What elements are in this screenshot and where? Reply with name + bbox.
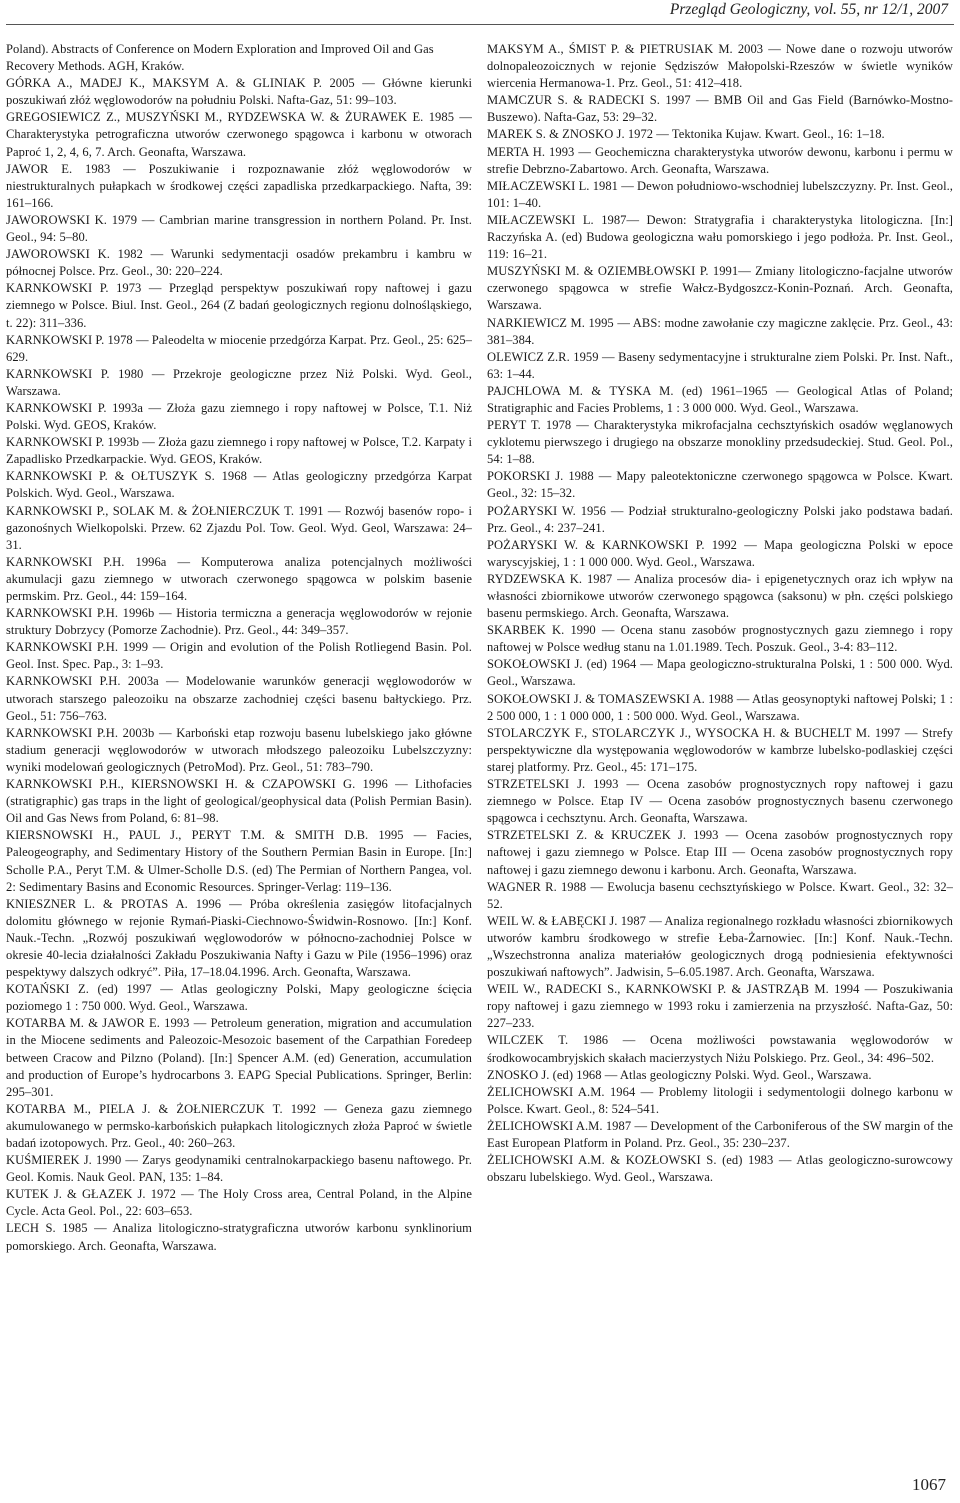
reference-entry: ŻELICHOWSKI A.M. 1964 — Problemy litologii i sedymentologii dolnego karbonu w Polsce. Kwart. Geol., 8: 524–541.: [487, 1084, 953, 1116]
reference-entry: KNIESZNER L. & PROTAS A. 1996 — Próba określenia zasięgów litofacjalnych dolomitu głównego w rejonie Rymań-Piaski-Ciechnowo-Świdwin-Rosnowo. [In:] Konf. Nauk.-Techn. „Rozwój poszukiwań węglowodorów w północno-zachodniej Polsce w okresie 40-lecia działalności Zakładu Poszukiwania Nafty i Gazu w Pile (1956–1996) oraz pespektywy dalszych odkryć”. Piła, 17–18.04.1996. Arch. Geonafta, Warszawa.: [6, 896, 472, 980]
reference-entry: KARNKOWSKI P.H. 1996b — Historia termiczna a generacja węglowodorów w rejonie struktury Dobrzycy (Pomorze Zachodnie). Prz. Geol., 44: 349–357.: [6, 606, 472, 638]
reference-entry: POŻARYSKI W. 1956 — Podział strukturalno-geologiczny Polski jako podstawa badań. Prz. Geol., 4: 237–241.: [487, 503, 953, 535]
page-header: [0, 0, 960, 26]
reference-entry: ŻELICHOWSKI A.M. 1987 — Development of the Carboniferous of the SW margin of the East European Platform in Poland. Prz. Geol., 35: 230–237.: [487, 1118, 953, 1150]
reference-entry: KARNKOWSKI P. 1978 — Paleodelta w miocenie przedgórza Karpat. Prz. Geol., 25: 625–629.: [6, 332, 472, 364]
reference-entry: RYDZEWSKA K. 1987 — Analiza procesów dia- i epigenetycznych oraz ich wpływ na własności zbiornikowe utworów czerwonego spągowca (saksonu) w płn. części polskiego basenu permskiego. Arch. Geonafta, Warszawa.: [487, 571, 953, 621]
reference-entry: STRZETELSKI J. 1993 — Ocena zasobów prognostycznych ropy naftowej i gazu ziemnego w Polsce. Etap IV — Ocena zasobów prognostycznych basenu czerwonego spągowca i cechsztynu. Arch. Geonafta, Warszawa.: [487, 777, 953, 826]
reference-entry: KARNKOWSKI P. 1973 — Przegląd perspektyw poszukiwań ropy naftowej i gazu ziemnego w Polsce. Biul. Inst. Geol., 264 (Z badań geologicznych regionu dolnośląskiego, t. 22): 311–336.: [6, 281, 472, 330]
reference-entry: GÓRKA A., MADEJ K., MAKSYM A. & GLINIAK P. 2005 — Główne kierunki poszukiwań złóż węglowodorów na południu Polski. Nafta-Gaz, 51: 99–103.: [6, 76, 472, 108]
reference-entry: GREGOSIEWICZ Z., MUSZYŃSKI M., RYDZEWSKA W. & ŻURAWEK E. 1985 — Charakterystyka petrograficzna utworów czerwonego spągowca i karbonu w otworach Paproć 1, 2, 4, 6, 7. Arch. Geonafta, Warszawa.: [6, 110, 472, 159]
reference-entry: WEIL W., RADECKI S., KARNKOWSKI P. & JASTRZĄB M. 1994 — Poszukiwania ropy naftowej i gazu ziemnego w 1993 roku i zamierzenia na przyszłość. Nafta-Gaz, 50: 227–233.: [487, 982, 953, 1031]
reference-entry: KUŚMIEREK J. 1990 — Zarys geodynamiki centralnokarpackiego basenu naftowego. Pr. Geol. Komis. Nauk Geol. PAN, 135: 1–84.: [6, 1153, 472, 1185]
reference-entry: KARNKOWSKI P.H. 2003a — Modelowanie warunków generacji węglowodorów w utworach starszego paleozoiku na obszarze zachodniej części basenu bałtyckiego. Prz. Geol., 51: 756–763.: [6, 674, 472, 723]
reference-entry: JAWOROWSKI K. 1982 — Warunki sedymentacji osadów prekambru i kambru w północnej Polsce. Prz. Geol., 30: 220–224.: [6, 247, 472, 279]
journal-title: Przegląd Geologiczny, vol. 55, nr 12/1, 2007: [669, 1, 948, 18]
reference-entry: POŻARYSKI W. & KARNKOWSKI P. 1992 — Mapa geologiczna Polski w epoce waryscyjskiej, 1 : 1 000 000. Wyd. Geol., Warszawa.: [487, 537, 953, 569]
reference-entry: JAWOR E. 1983 — Poszukiwanie i rozpoznawanie złóż węglowodorów w niestrukturalnych pułapkach w środkowej części zapadliska przedkarpackiego. Nafta, 39: 161–166.: [6, 161, 472, 210]
reference-entry: MIŁACZEWSKI L. 1981 — Dewon południowo-wschodniej lubelszczyzny. Pr. Inst. Geol., 101: 1–40.: [487, 178, 953, 210]
reference-entry: ZNOSKO J. (ed) 1968 — Atlas geologiczny Polski. Wyd. Geol., Warszawa.: [487, 1067, 872, 1082]
reference-entry: KARNKOWSKI P. 1980 — Przekroje geologiczne przez Niż Polski. Wyd. Geol., Warszawa.: [6, 366, 472, 398]
reference-entry: KUTEK J. & GŁAZEK J. 1972 — The Holy Cross area, Central Poland, in the Alpine Cycle. Acta Geol. Pol., 22: 603–653.: [6, 1187, 472, 1219]
reference-entry: MAMCZUR S. & RADECKI S. 1997 — BMB Oil and Gas Field (Barnówko-Mostno-Buszewo). Nafta-Gaz, 53: 29–32.: [487, 93, 953, 125]
reference-entry: SKARBEK K. 1990 — Ocena stanu zasobów prognostycznych gazu ziemnego i ropy naftowej w Polsce według stanu na 1.01.1989. Tech. Poszuk. Geol., 3-4: 83–112.: [487, 623, 953, 655]
reference-entry: SOKOŁOWSKI J. (ed) 1964 — Mapa geologiczno-strukturalna Polski, 1 : 500 000. Wyd. Geol., Warszawa.: [487, 657, 953, 689]
reference-entry: KARNKOWSKI P. & OŁTUSZYK S. 1968 — Atlas geologiczny przedgórza Karpat Polskich. Wyd. Geol., Warszawa.: [6, 469, 472, 501]
reference-entry: ŻELICHOWSKI A.M. & KOZŁOWSKI S. (ed) 1983 — Atlas geologiczno-surowcowy obszaru lubelskiego. Wyd. Geol., Warszawa.: [487, 1153, 953, 1185]
header-rule: [6, 24, 954, 25]
reference-entry: KARNKOWSKI P. 1993b — Złoża gazu ziemnego i ropy naftowej w Polsce, T.2. Karpaty i Zapadlisko Przedkarpackie. Wyd. GEOS, Kraków.: [6, 435, 472, 467]
reference-entry: KOTAŃSKI Z. (ed) 1997 — Atlas geologiczny Polski, Mapy geologiczne ścięcia poziomego 1 : 750 000. Wyd. Geol., Warszawa.: [6, 982, 472, 1014]
reference-entry: STRZETELSKI Z. & KRUCZEK J. 1993 — Ocena zasobów prognostycznych ropy naftowej i gazu ziemnego w Polsce. Etap III — Ocena zasobów prognostycznych ropy naftowej i gazu ziemnego dewonu i karbonu. Arch. Geonafta, Warszawa.: [487, 828, 953, 877]
reference-entry: Poland). Abstracts of Conference on Modern Exploration and Improved Oil and Gas Recovery Methods. AGH, Kraków.: [6, 42, 434, 74]
reference-entry: POKORSKI J. 1988 — Mapy paleotektoniczne czerwonego spągowca w Polsce. Kwart. Geol., 32: 15–32.: [487, 469, 953, 501]
reference-entry: STOLARCZYK F., STOLARCZYK J., WYSOCKA H. & BUCHELT M. 1997 — Strefy perspektywiczne dla występowania węglowodorów w kambrze lubelsko-podlaskiej części starej platformy. Prz. Geol., 45: 171–175.: [487, 725, 953, 774]
reference-entry: WEIL W. & ŁABĘCKI J. 1987 — Analiza regionalnego rozkładu własności zbiornikowych utworów kambru środkowego w strefie Łeba-Żarnowiec. [In:] Konf. Nauk.-Techn. „Wszechstronna analiza materiałów geologicznych drogą podniesienia efektywności poszukiwań naftowych”. Jadwisin, 5–6.05.1987. Arch. Geonafta, Warszawa.: [487, 913, 953, 980]
reference-entry: KARNKOWSKI P., SOLAK M. & ŻOŁNIERCZUK T. 1991 — Rozwój basenów ropo- i gazonośnych Wielkopolski. Przew. 62 Zjazdu Pol. Tow. Geol. Wyd. Geol, Warszawa: 24–31.: [6, 503, 472, 552]
reference-entry: KARNKOWSKI P. 1993a — Złoża gazu ziemnego i ropy naftowej w Polsce, T.1. Niż Polski. Wyd. GEOS, Kraków.: [6, 400, 472, 433]
reference-entry: MAREK S. & ZNOSKO J. 1972 — Tektonika Kujaw. Kwart. Geol., 16: 1–18.: [487, 127, 885, 142]
references-left-column: [6, 41, 472, 1461]
reference-entry: KARNKOWSKI P.H. 1999 — Origin and evolution of the Polish Rotliegend Basin. Pol. Geol. Inst. Spec. Pap., 3: 1–93.: [6, 640, 472, 672]
reference-entry: LECH S. 1985 — Analiza litologiczno-stratygraficzna utworów karbonu synklinorium pomorskiego. Arch. Geonafta, Warszawa.: [6, 1221, 472, 1253]
reference-entry: MERTA H. 1993 — Geochemiczna charakterystyka utworów dewonu, karbonu i permu w strefie Debrzno-Zabartowo. Arch. Geonafta, Warszawa.: [487, 144, 953, 176]
references-right-column: [487, 41, 953, 1461]
page-number: 1067: [912, 1475, 946, 1494]
reference-entry: KARNKOWSKI P.H. 1996a — Komputerowa analiza potencjalnych możliwości akumulacji gazu ziemnego w utworach czerwonego spągowca w polskim basenie permskim. Prz. Geol., 44: 159–164.: [6, 554, 472, 603]
reference-entry: MAKSYM A., ŚMIST P. & PIETRUSIAK M. 2003 — Nowe dane o rozwoju utworów dolnopaleozoicznych w rejonie Sędziszów Małopolski-Rzeszów w świetle wyników wiercenia Hermanowa-1. Prz. Geol., 51: 412–418.: [487, 42, 953, 91]
reference-entry: NARKIEWICZ M. 1995 — ABS: modne zawołanie czy magiczne zaklęcie. Prz. Geol., 43: 381–384.: [487, 315, 953, 347]
reference-entry: WAGNER R. 1988 — Ewolucja basenu cechsztyńskiego w Polsce. Kwart. Geol., 32: 32–52.: [487, 879, 953, 911]
reference-entry: WILCZEK T. 1986 — Ocena możliwości powstawania węglowodorów w środkowocambryjskich skałach macierzystych Niżu Polskiego. Prz. Geol., 34: 496–502.: [487, 1033, 953, 1065]
reference-entry: KOTARBA M., PIELA J. & ŻOŁNIERCZUK T. 1992 — Geneza gazu ziemnego akumulowanego w permsko-karbońskich pułapkach litologicznych złoża Paproć w świetle badań izotopowych. Prz. Geol., 40: 260–263.: [6, 1101, 472, 1150]
reference-entry: JAWOROWSKI K. 1979 — Cambrian marine transgression in northern Poland. Pr. Inst. Geol., 94: 5–80.: [6, 212, 472, 245]
reference-entry: MIŁACZEWSKI L. 1987— Dewon: Stratygrafia i charakterystyka litologiczna. [In:] Raczyńska A. (ed) Budowa geologiczna wału pomorskiego i jego podłoża. Pr. Inst. Geol., 119: 16–21.: [487, 212, 953, 262]
reference-entry: OLEWICZ Z.R. 1959 — Baseny sedymentacyjne i strukturalne ziem Polski. Pr. Inst. Naft., 63: 1–44.: [487, 349, 953, 381]
reference-entry: SOKOŁOWSKI J. & TOMASZEWSKI A. 1988 — Atlas geosynoptyki naftowej Polski; 1 : 2 500 000, 1 : 1 000 000, 1 : 500 000. Wyd. Geol., Warszawa.: [487, 691, 953, 723]
reference-entry: KIERSNOWSKI H., PAUL J., PERYT T.M. & SMITH D.B. 1995 — Facies, Paleogeography, and Sedimentary History of the Southern Permian Basin in Europe. [In:] Scholle P.A., Peryt T.M. & Ulmer-Scholle D.S. (ed) The Permian of Northern Pangea, vol. 2: Sedimentary Basins and Economic Resources. Springer-Verlag: 119–136.: [6, 828, 472, 894]
reference-entry: PERYT T. 1978 — Charakterystyka mikrofacjalna cechsztyńskich osadów węglanowych cyklotemu pierwszego i drugiego na obszarze monokliny przedsudeckiej. Stud. Geol. Pol., 54: 1–88.: [487, 418, 953, 467]
reference-entry: KARNKOWSKI P.H., KIERSNOWSKI H. & CZAPOWSKI G. 1996 — Lithofacies (stratigraphic) gas traps in the light of geological/geophysical data (Polish Permian Basin). Oil and Gas News from Poland, 6: 81–98.: [6, 777, 472, 826]
reference-entry: PAJCHLOWA M. & TYSKA M. (ed) 1961–1965 — Geological Atlas of Poland; Stratigraphic and Facies Problems, 1 : 3 000 000. Wyd. Geol., Warszawa.: [487, 383, 953, 415]
reference-entry: MUSZYŃSKI M. & OZIEMBŁOWSKI P. 1991— Zmiany litologiczno-facjalne utworów czerwonego spągowca w strefie Wałcz-Bydgoszcz-Konin-Poznań. Arch. Geonafta, Warszawa.: [487, 264, 953, 313]
reference-entry: KARNKOWSKI P.H. 2003b — Karboński etap rozwoju basenu lubelskiego jako główne stadium generacji węglowodorów w utworach młodszego paleozoiku Lubelszczyzny: wyniki modelowań geologicznych (PetroMod). Prz. Geol., 51: 783–790.: [6, 725, 472, 774]
reference-entry: KOTARBA M. & JAWOR E. 1993 — Petroleum generation, migration and accumulation in the Miocene sediments and Paleozoic-Mesozoic basement of the Carpathian Foredeep between Cracow and Pilzno (Poland). [In:] Spencer A.M. (ed) Generation, accumulation and production of Europe’s hydrocarbons 3. EAPG Special Publications. Springer, Berlin: 295–301.: [6, 1016, 472, 1099]
